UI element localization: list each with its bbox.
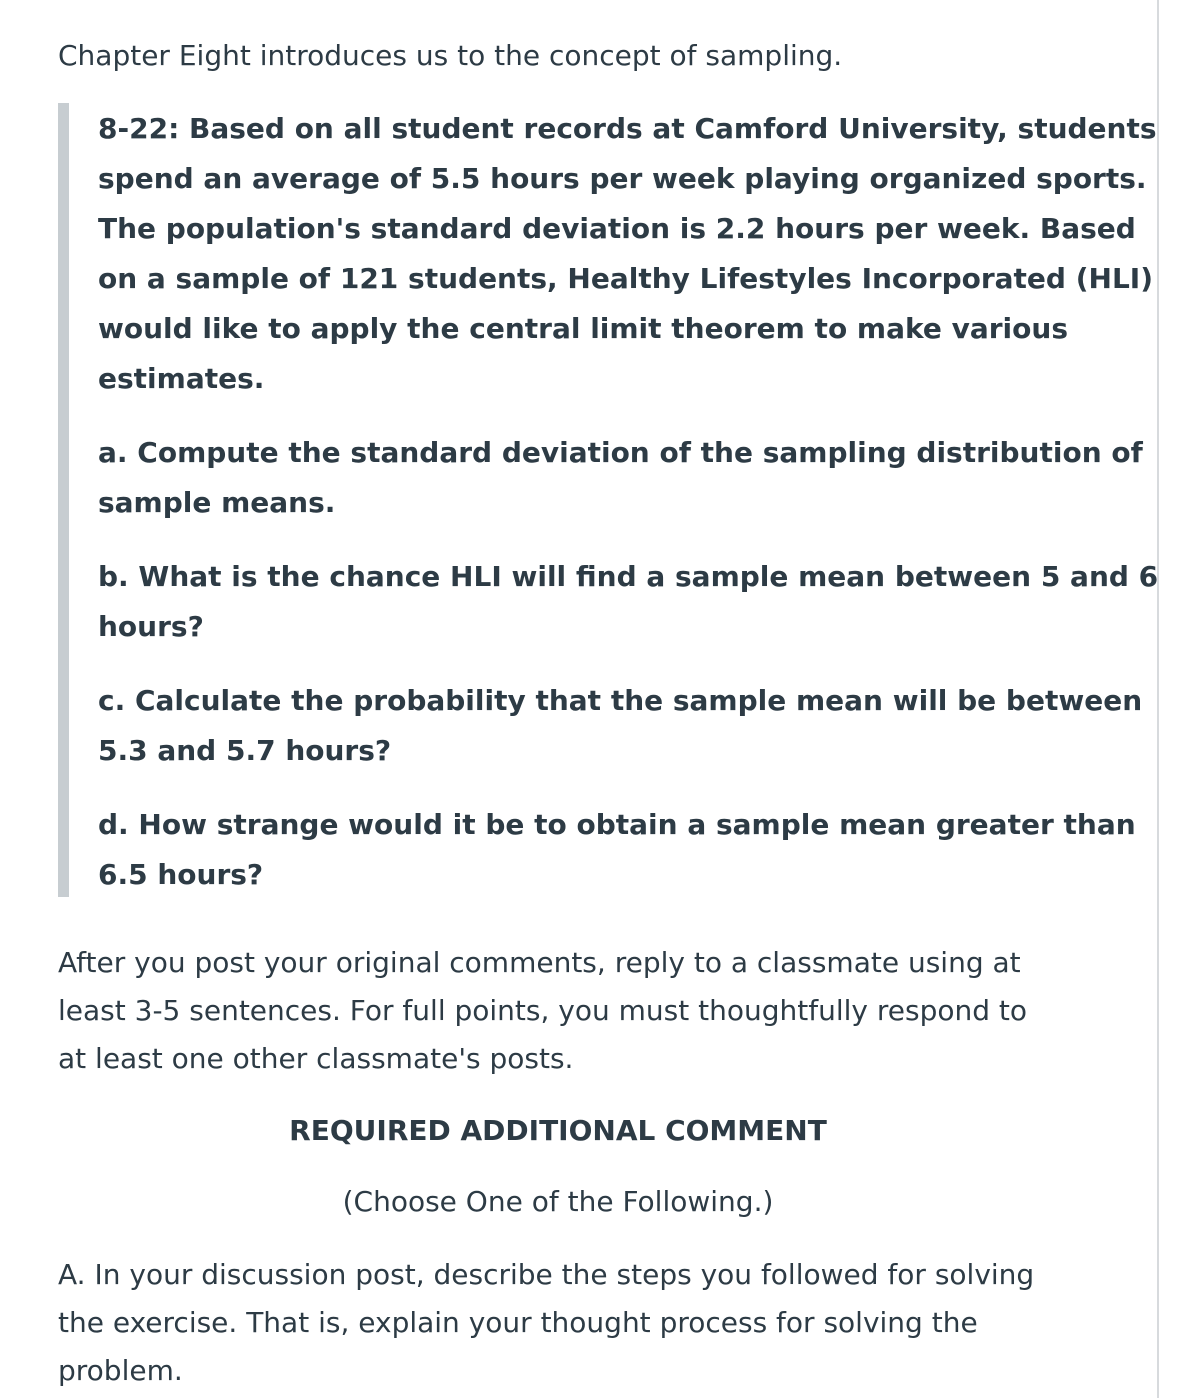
part-c-line: c. Calculate the probability that the sample mean will be between [98,684,1143,717]
problem-line: estimates. [98,362,265,395]
page-right-border [1157,0,1159,1398]
problem-line: The population's standard deviation is 2.2 hours per week. Based [98,212,1136,245]
problem-line: 8-22: Based on all student records at Camford University, students [98,112,1157,145]
problem-line: spend an average of 5.5 hours per week playing organized sports. [98,162,1147,195]
part-d-line: d. How strange would it be to obtain a sample mean greater than [98,808,1136,841]
part-d-line: 6.5 hours? [98,858,264,891]
part-b-line: hours? [98,610,204,643]
problem-line: on a sample of 121 students, Healthy Lifestyles Incorporated (HLI) [98,262,1154,295]
option-a-line: A. In your discussion post, describe the steps you followed for solving [58,1258,1035,1291]
problem-blockquote [58,103,1159,897]
reply-instructions-line: at least one other classmate's posts. [58,1042,574,1075]
intro-text: Chapter Eight introduces us to the concept of sampling. [58,39,843,72]
part-b-line: b. What is the chance HLI will find a sample mean between 5 and 6 [98,560,1159,593]
choose-note: (Choose One of the Following.) [342,1185,774,1218]
required-comment-heading: REQUIRED ADDITIONAL COMMENT [289,1114,827,1147]
option-a-line: the exercise. That is, explain your thought process for solving the [58,1306,978,1339]
part-a-line: a. Compute the standard deviation of the sampling distribution of [98,436,1143,469]
part-a-line: sample means. [98,486,336,519]
reply-instructions-line: After you post your original comments, reply to a classmate using at [58,946,1021,979]
part-c-line: 5.3 and 5.7 hours? [98,734,392,767]
option-a-line: problem. [58,1354,183,1387]
reply-instructions-line: least 3-5 sentences. For full points, you must thoughtfully respond to [58,994,1028,1027]
problem-line: would like to apply the central limit theorem to make various [98,312,1068,345]
